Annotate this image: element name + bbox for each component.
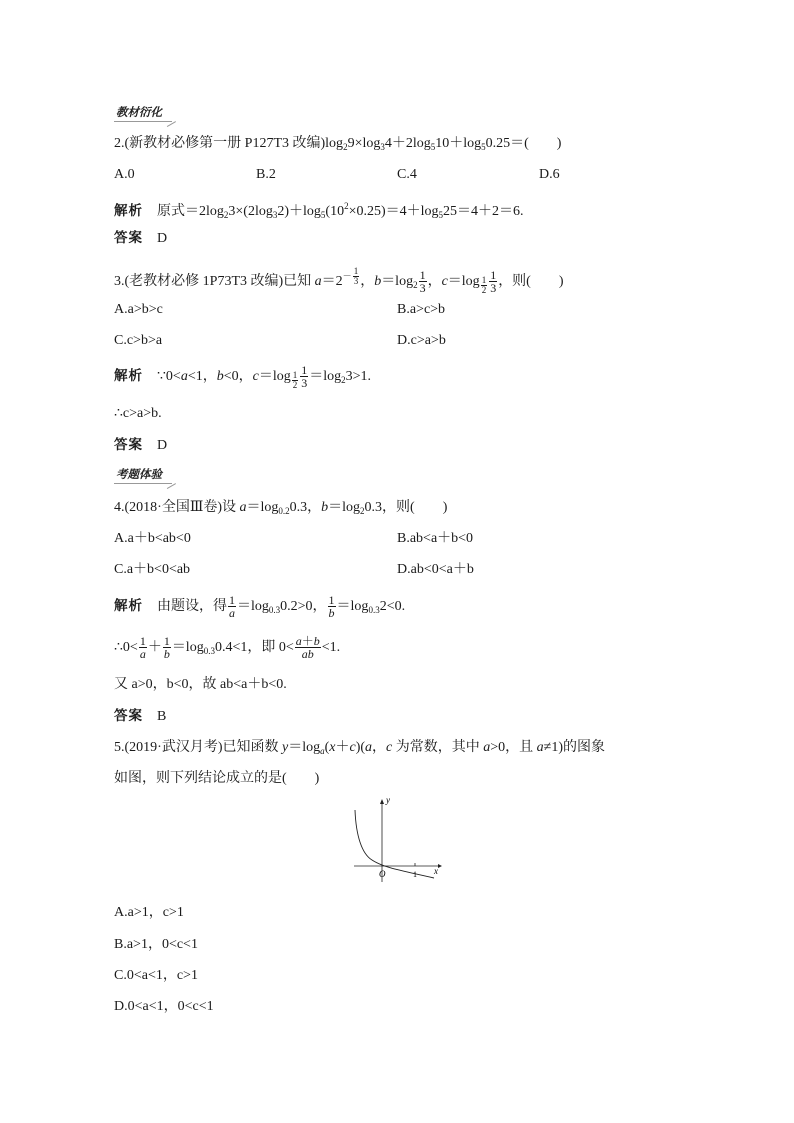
section-tag-textbook: 教材衍化 [114,104,172,122]
function-curve [355,810,434,878]
q2-answer [114,228,167,249]
y-axis-arrow [380,799,384,804]
q3-analysis-body: ∵0<a<1，b<0，c＝log $_{\frac{1}{2}}$ $\frac{1}{3}$ $=\log_23>1$. [157,363,372,391]
origin-label: O [379,869,386,879]
y-axis-label: y [386,796,390,805]
q4-answer-value: B [157,709,167,724]
analysis-label: 解析 [114,368,143,384]
q5-option-c: C.0<a<1，c>1 [114,968,198,983]
function-graph [348,796,444,888]
q2-analysis-body: $2\log_23\times(2\log_32)+\log_5(10^2\times 0.25)=4+\log_525=4+2=6$. [199,201,524,220]
question-2-expression: $\log_29\times\log_34+2\log_510+\log_50.25=$( ) [325,136,562,152]
x-tick-label: 1 [413,870,417,879]
q5-option-b: B.a>1，0<c<1 [114,937,198,952]
q2-answer-value: D [157,231,168,246]
q4-answer [114,706,166,727]
q3-analysis [114,362,371,394]
analysis-label: 解析 [114,203,143,219]
q4-option-d: D.ab<0<a＋b [397,562,474,577]
q4-analysis-line2: ∴0< $\frac{1}{a}$ ＋ $\frac{1}{b}$ $=\log_{0.3}0.4<1$，即 0< $\frac{a+b}{ab}$ <1. [114,634,341,662]
q5-option-a: A.a>1，c>1 [114,905,184,920]
x-axis-label: x [434,866,438,876]
q2-analysis-prefix: 原式＝ [157,204,199,219]
q4-option-a: A.a＋b<ab<0 [114,531,191,546]
q3-answer [114,435,167,456]
q3-option-c: C.c>b>a [114,333,163,348]
question-4-expression: $a=\log_{0.2}0.3$，$b=\log_20.3$，则( ) [239,500,448,516]
q2-option-a: A.0 [114,167,135,182]
q2-option-c: C.4 [397,167,417,182]
answer-label: 答案 [114,437,143,453]
q4-option-c: C.a＋b<0<ab [114,562,191,577]
q3-option-b: B.a>c>b [397,302,446,317]
q3-conclusion: ∴c>a>b. [114,406,162,421]
question-3-prefix: 3.(老教材必修 1P73T3 改编)已知 [114,274,315,289]
q4-conclusion: 又 a>0，b<0，故 ab<a＋b<0. [114,677,287,692]
q4-analysis-body: $\frac{1}{a}$ $=\log_{0.3}0.2>0$， $\frac{1}{b}$ $=\log_{0.3}2<0$. [229,593,406,621]
question-2-prefix: 2.(新教材必修第一册 P127T3 改编) [114,136,326,151]
q3-option-a: A.a>b>c [114,302,163,317]
question-3 [114,262,564,299]
analysis-label: 解析 [114,598,143,614]
q4-option-b: B.ab<a＋b<0 [397,531,474,546]
question-4-prefix: 4.(2018·全国Ⅲ卷)设 [114,500,240,515]
question-2 [114,134,561,157]
answer-label: 答案 [114,230,143,246]
q4-analysis-lead: 由题设，得 [157,599,227,614]
question-5 [114,738,605,761]
x-axis-arrow [438,864,442,868]
question-5-line2: 如图，则下列结论成立的是( ) [114,771,320,786]
q2-analysis [114,196,524,225]
q3-answer-value: D [157,438,168,453]
section-tag-exam: 考题体验 [114,466,172,484]
answer-label: 答案 [114,708,143,724]
question-4 [114,498,447,521]
q2-option-b: B.2 [256,167,276,182]
question-3-expression: $a=2^{- \frac{1}{3}}$ ，$b=\log_2$ $\frac{1}{3}$ ，c＝log $_{\frac{1}{2}}$ $\frac{1}{3}$ ，则( ) [314,266,564,296]
q4-analysis [114,592,405,624]
question-5-expression: $y=\log_a(x+c)(a$，c 为常数，其中 a>0，且 a≠1)的图象 [282,740,606,756]
q2-option-d: D.6 [539,167,560,182]
q5-option-d: D.0<a<1，0<c<1 [114,999,214,1014]
q3-option-d: D.c>a>b [397,333,446,348]
question-5-prefix: 5.(2019·武汉月考)已知函数 [114,740,282,755]
